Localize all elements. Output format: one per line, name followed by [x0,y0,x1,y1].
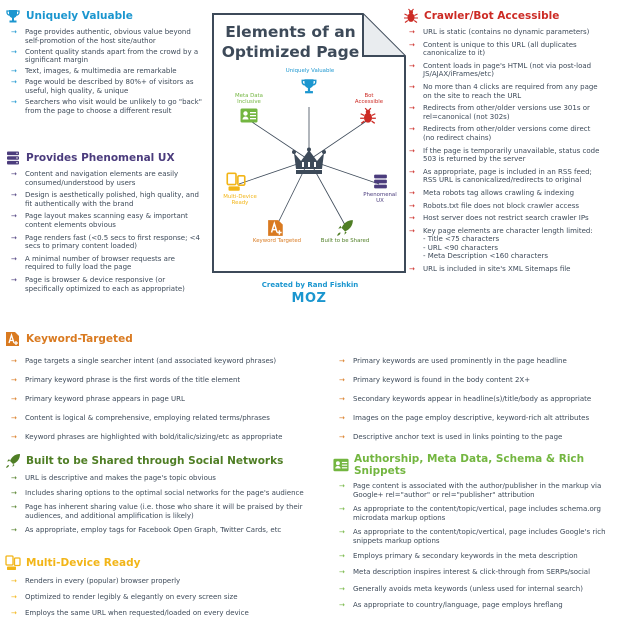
node-label: UX [376,198,384,205]
item-list [5,357,325,442]
node-label: Bot [364,93,374,99]
section-phenomenal-ux [5,150,205,293]
item-list [333,482,618,610]
list-item: → Renders in every (popular) browser properly [5,577,325,586]
item-list [333,357,618,442]
list-item: → Secondary keywords appear in headline(s)/title/body as appropriate [333,395,618,404]
list-item: → As appropriate to the content/topic/vertical, page includes Google's rich snippets markup options [333,528,618,545]
list-item: → URL is static (contains no dynamic parameters) [403,28,603,37]
keyword-right-column [333,357,618,442]
node-label: Multi-Device [223,194,257,200]
list-item: → Primary keyword phrase is the first words of the title element [5,376,325,385]
list-item: → Primary keyword is found in the body content 2X+ [333,376,618,385]
list-item: → Images on the page employ descriptive, keyword-rich alt attributes [333,414,618,423]
section-heading [5,453,325,469]
node-uniquely-valuable [270,68,350,74]
item-list [5,28,205,115]
node-phenomenal-ux [355,192,405,205]
list-item: → Robots.txt file does not block crawler access [403,202,603,211]
list-item: → Generally avoids meta keywords (unless used for internal search) [333,585,618,594]
node-multi-device [215,194,265,207]
section-heading [333,453,618,477]
item-list [403,28,603,274]
node-built-to-be-shared [314,238,376,244]
list-item: → Includes sharing options to the optimal social networks for the page's audience [5,489,325,498]
section-title: Built to be Shared through Social Networks [26,455,284,467]
list-item: → Searchers who visit would be unlikely to go "back" from the page to choose a different result [5,98,205,115]
trophy-icon [5,8,21,24]
devices-icon [226,172,246,192]
keyword-icon [267,219,285,237]
list-item: → Content loads in page's HTML (not via post-load JS/AJAX/iFrames/etc) [403,62,603,79]
list-item: → As appropriate to country/language, page employs hreflang [333,601,618,610]
sub-item: - Title <75 characters [423,235,500,244]
list-item-char-limits [403,227,603,261]
list-item: → Employs the same URL when requested/loaded on every device [5,609,325,618]
section-authorship [333,453,618,610]
section-crawler [403,8,603,274]
list-item: → Meta robots tag allows crawling & indexing [403,189,603,198]
list-item: → Optimized to render legibly & elegantly on every screen size [5,593,325,602]
section-multi-device [5,555,325,618]
profile-card-icon [240,108,258,123]
list-item: → Content and navigation elements are easily consumed/understood by users [5,170,205,187]
node-label: Ready [231,200,249,207]
devices-icon [5,555,21,571]
list-item: → Descriptive anchor text is used in links pointing to the page [333,433,618,442]
item-list [5,170,205,293]
node-keyword-targeted [246,238,308,244]
item-list [5,577,325,618]
diagram-title [213,22,368,62]
list-item: → As appropriate, employ tags for Facebook Open Graph, Twitter Cards, etc [5,526,325,535]
list-item: → If the page is temporarily unavailable, status code 503 is returned by the server [403,147,603,164]
profile-card-icon [333,457,349,473]
list-item: → Primary keyword phrase appears in page URL [5,395,325,404]
item-list [5,474,325,535]
diagram-title-line: Elements of an [225,23,356,41]
list-item: → A minimal number of browser requests are required to fully load the page [5,255,205,272]
list-item: → URL is descriptive and makes the page's topic obvious [5,474,325,483]
list-item: → Employs primary & secondary keywords in the meta description [333,552,618,561]
list-item: → Page has inherent sharing value (i.e. those who share it will be praised by their audiences, and additional amplification is likely) [5,503,325,520]
section-heading [403,8,603,24]
database-icon [372,173,389,190]
list-item: → Design is aesthetically polished, high quality, and fit authentically with the brand [5,191,205,208]
credit-text: Created by Rand Fishkin [261,281,359,289]
list-item: → Redirects from other/older versions use 301s or rel=canonical (not 302s) [403,104,603,121]
bug-icon [359,107,377,125]
section-title: Multi-Device Ready [26,557,141,569]
keyword-icon [5,331,21,347]
section-heading [5,150,205,166]
list-item: → URL is included in site's XML Sitemaps file [403,265,603,274]
node-label: Inclusive [237,99,261,106]
list-item: → Keyword phrases are highlighted with bold/italic/sizing/etc as appropriate [5,433,325,442]
section-keyword [5,331,618,347]
list-item: → Content is unique to this URL (all duplicates canonicalize to it) [403,41,603,58]
list-item: → Text, images, & multimedia are remarkable [5,67,205,76]
list-item: → Host server does not restrict search crawler IPs [403,214,603,223]
section-uniquely-valuable [5,8,205,115]
section-title: Uniquely Valuable [26,10,133,22]
list-item: → Content quality stands apart from the crowd by a significant margin [5,48,205,65]
sub-item: - Meta Description <160 characters [423,252,549,261]
bug-icon [403,8,419,24]
section-heading [5,555,325,571]
node-label: Uniquely Valuable [285,68,335,74]
list-item: → Page renders fast (<0.5 secs to first response; <4 secs to primary content loaded) [5,234,205,251]
list-item: → Content is logical & comprehensive, employing related terms/phrases [5,414,325,423]
list-item: → Page is browser & device responsive (or specifically optimized to each as appropriate) [5,276,205,293]
node-label: Meta Data [235,93,263,99]
list-item: → Page targets a single searcher intent (and associated keyword phrases) [5,357,325,366]
list-item: → Page content is associated with the author/publisher in the markup via Google+ rel="author" or rel="publisher" attribution [333,482,618,499]
node-label: Keyword Targeted [252,238,302,244]
node-label: Phenomenal [363,192,397,198]
section-heading [5,8,205,24]
section-title: Crawler/Bot Accessible [424,10,560,22]
list-item: → No more than 4 clicks are required from any page on the site to reach the URL [403,83,603,100]
list-item: → Redirects from other/older versions come direct (no redirect chains) [403,125,603,142]
section-shared [5,453,325,535]
node-bot-accessible [344,93,394,106]
keyword-left-column [5,357,325,442]
node-label: Built to be Shared [320,238,370,244]
list-item: → As appropriate to the content/topic/vertical, page includes schema.org microdata markup options [333,505,618,522]
moz-logo: MOZ [291,291,327,306]
sub-item: - URL <90 characters [423,243,499,252]
node-meta-data [224,93,274,106]
list-item: → As appropriate, page is included in an RSS feed; RSS URL is canonicalized/redirects to original [403,168,603,185]
section-title: Authorship, Meta Data, Schema & Rich Snippets [354,453,585,477]
rocket-icon [5,453,21,469]
list-item: → Page layout makes scanning easy & important content elements obvious [5,212,205,229]
rocket-icon [336,219,354,237]
list-item: → Primary keywords are used prominently in the page headline [333,357,618,366]
list-item: → Page provides authentic, obvious value beyond self-promotion of the host site/author [5,28,205,45]
list-item: → Page would be described by 80%+ of visitors as useful, high quality, & unique [5,78,205,95]
section-title: Provides Phenomenal UX [26,152,175,164]
crown-icon [292,147,326,175]
section-heading [5,331,618,347]
list-item: → Meta description inspires interest & click-through from SERPs/social [333,568,618,577]
list-item-text: Key page elements are character length limited: [423,226,593,235]
diagram-title-line: Optimized Page [221,43,360,61]
database-icon [5,150,21,166]
trophy-icon [300,77,318,95]
node-label: Accessible [354,99,384,106]
section-title: Keyword-Targeted [26,333,133,345]
